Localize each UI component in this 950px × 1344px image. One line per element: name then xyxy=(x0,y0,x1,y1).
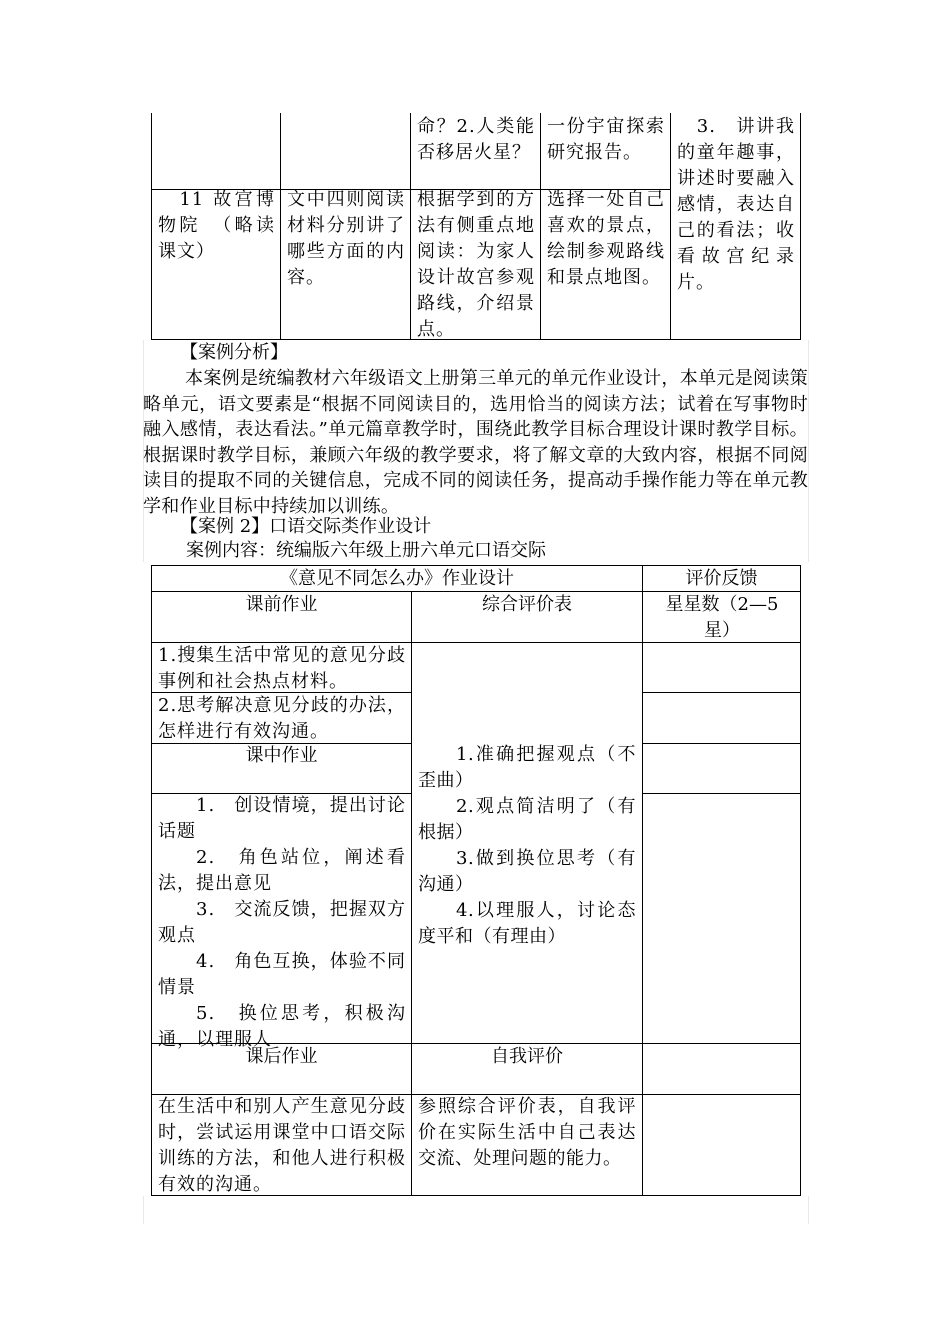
in-item-3: 3. 交流反馈，把握双方观点 xyxy=(158,899,406,946)
table2-self-item: 参照综合评价表，自我评价在实际生活中自己表达交流、处理问题的能力。 xyxy=(418,1096,636,1169)
table2-pre-item-2: 2.思考解决意见分歧的办法，怎样进行有效沟通。 xyxy=(158,695,406,742)
criterion-1: 1.准确把握观点（不歪曲） xyxy=(418,744,636,791)
table1-col5-text: 3. 讲讲我的童年趣事，讲述时要融入感情，表达自己的看法；收看故宫纪录片。 xyxy=(677,116,795,293)
page-guide-bottom-right xyxy=(808,1196,809,1224)
case-analysis-heading: 【案例分析】 xyxy=(180,342,288,363)
table1-row1-col3-text: 命？2.人类能否移居火星？ xyxy=(417,116,535,163)
in-item-1: 1. 创设情境，提出讨论话题 xyxy=(158,795,406,842)
case-analysis-body: 本案例是统编教材六年级语文上册第三单元的单元作业设计，本单元是阅读策略单元，语文要素是“根据不同阅读目的，选用恰当的阅读方法；试着在写事物时融入感情，表达看法。”单元篇章教学时，围绕此教学目标合理设计课时教学目标。根据课时教学目标，兼顾六年级的教学要求，将了解文章的大致内容，根据不同阅读目的提取不同的关键信息，完成不同的阅读任务，提高动手操作能力等在单元教学和作业目标中持续加以训练。 xyxy=(143,368,808,517)
case2-heading: 【案例 2】口语交际类作业设计 xyxy=(180,516,432,537)
criterion-2: 2.观点简洁明了（有根据） xyxy=(418,796,636,843)
table2-in-header: 课中作业 xyxy=(245,745,318,766)
page-guide-bottom-left xyxy=(143,1196,144,1224)
table2-post-item: 在生活中和别人产生意见分歧时，尝试运用课堂中口语交际训练的方法，和他人进行积极有效的沟通。 xyxy=(158,1096,406,1195)
table2-summary-header: 综合评价表 xyxy=(482,594,572,615)
table1-row2-col2-text: 文中四则阅读材料分别讲了哪些方面的内容。 xyxy=(287,189,405,288)
table1-row1-col1 xyxy=(151,113,281,190)
table2-pre-item-1: 1.搜集生活中常见的意见分歧事例和社会热点材料。 xyxy=(158,645,406,692)
table2-title: 《意见不同怎么办》作业设计 xyxy=(280,568,514,589)
table2-stars-header: 星星数（2—5星） xyxy=(665,594,779,641)
case2-content: 案例内容：统编版六年级上册六单元口语交际 xyxy=(186,540,546,561)
table2-star-cell-2 xyxy=(642,692,801,744)
table2-star-cell-3 xyxy=(642,743,801,794)
table2-in-items xyxy=(158,793,406,1053)
criterion-3: 3.做到换位思考（有沟通） xyxy=(418,848,636,895)
table1-row2-col1-text: 11 故宫博物院 （略读课文） xyxy=(158,189,275,262)
in-item-2: 2. 角色站位，阐述看法，提出意见 xyxy=(158,847,406,894)
table1-row1-col4-text: 一份宇宙探索研究报告。 xyxy=(547,116,665,163)
table2-eval-header: 评价反馈 xyxy=(685,568,758,589)
table2-criteria xyxy=(418,742,636,950)
table1-row2-col4-text: 选择一处自己喜欢的景点，绘制参观路线和景点地图。 xyxy=(547,189,665,288)
table2-star-cell-5 xyxy=(642,1043,801,1095)
page-guide-right xyxy=(808,340,809,562)
table1-row1-col2 xyxy=(280,113,411,190)
in-item-5: 5. 换位思考，积极沟通，以理服人 xyxy=(158,1003,406,1050)
table1-row2-col3-text: 根据学到的方法有侧重点地阅读：为家人设计故宫参观路线，介绍景点。 xyxy=(417,189,535,340)
criterion-4: 4.以理服人，讨论态度平和（有理由） xyxy=(418,900,636,947)
table2-self-header: 自我评价 xyxy=(491,1046,563,1067)
table2-star-cell-1 xyxy=(642,642,801,693)
table2-star-cell-6 xyxy=(642,1094,801,1196)
table2-post-header: 课后作业 xyxy=(245,1046,318,1067)
table2-star-cell-4 xyxy=(642,793,801,1044)
in-item-4: 4. 角色互换，体验不同情景 xyxy=(158,951,406,998)
table2-pre-header: 课前作业 xyxy=(245,594,318,615)
